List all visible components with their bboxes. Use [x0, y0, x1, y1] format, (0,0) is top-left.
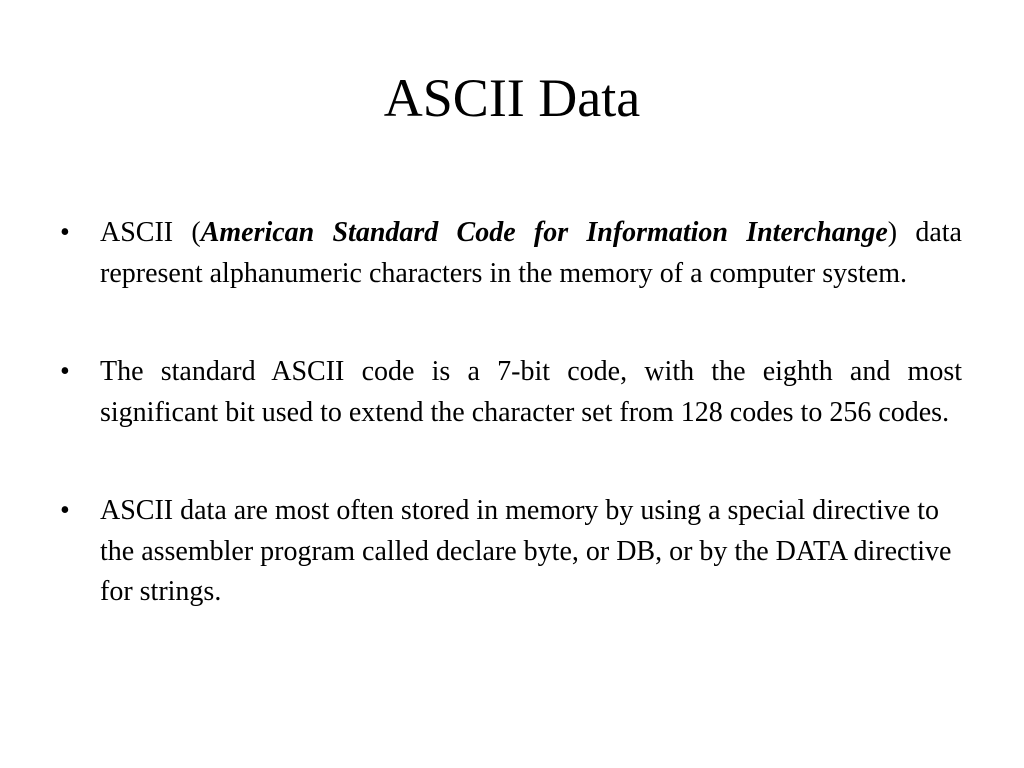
bullet-list	[60, 213, 962, 671]
bullet-item-standard-code	[60, 352, 962, 433]
bullet-text-after: ) data represent alphanumeric characters in the memory of a computer system.	[100, 217, 962, 289]
bullet-icon: •	[60, 356, 70, 387]
bullet-text-before: ASCII (	[100, 217, 201, 248]
bullet-icon: •	[60, 217, 70, 248]
bullet-item-storage-directive	[60, 491, 962, 613]
bullet-text: ASCII data are most often stored in memory by using a special directive to the assembler program called declare byte, or DB, or by the DATA directive for strings.	[100, 495, 952, 607]
bullet-item-ascii-definition	[60, 213, 962, 294]
slide-title: ASCII Data	[383, 68, 641, 128]
bullet-text-emphasis: American Standard Code for Information Interchange	[200, 217, 888, 248]
bullet-icon: •	[60, 495, 70, 526]
bullet-text: The standard ASCII code is a 7-bit code, with the eighth and most significant bit used to extend the character set from 128 codes to 256 codes.	[100, 356, 962, 428]
